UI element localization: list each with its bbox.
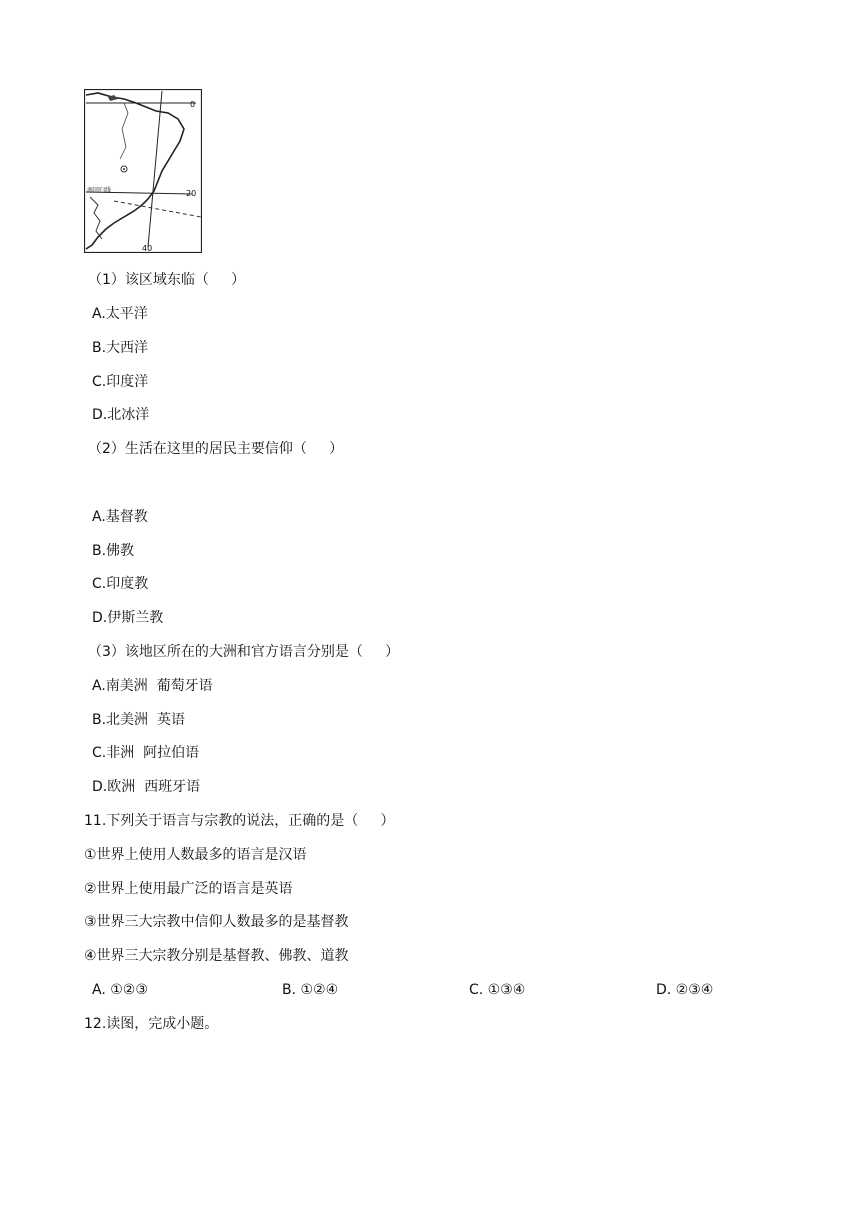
q11-option-a[interactable]: A. ①②③ (92, 982, 148, 998)
q1-option-c[interactable]: C.印度洋 (92, 374, 149, 390)
q11-statement-3: ③世界三大宗教中信仰人数最多的是基督教 (84, 914, 349, 930)
lat-0-label: 0 (190, 100, 196, 109)
q2-stem: （2）生活在这里的居民主要信仰（ ） (88, 441, 344, 457)
q11-statement-1: ①世界上使用人数最多的语言是汉语 (84, 847, 307, 863)
q11-stem: 11.下列关于语言与宗教的说法，正确的是（ ） (84, 813, 395, 829)
q2-option-b[interactable]: B.佛教 (92, 543, 135, 559)
q11-statement-2: ②世界上使用最广泛的语言是英语 (84, 881, 293, 897)
q3-option-d[interactable]: D.欧洲 西班牙语 (92, 779, 201, 795)
q3-option-b[interactable]: B.北美洲 英语 (92, 712, 185, 728)
q12-stem: 12.读图，完成小题。 (84, 1016, 219, 1032)
q11-option-b[interactable]: B. ①②④ (282, 982, 339, 998)
q1-option-a[interactable]: A.太平洋 (92, 306, 148, 322)
q11-option-d[interactable]: D. ②③④ (656, 982, 714, 998)
lon-40-label: 40 (142, 244, 153, 253)
q1-option-b[interactable]: B.大西洋 (92, 340, 149, 356)
tropic-label: 南回归线 (87, 187, 112, 194)
q1-stem: （1）该区域东临（ ） (88, 272, 246, 288)
q3-option-a[interactable]: A.南美洲 葡萄牙语 (92, 678, 213, 694)
q2-option-d[interactable]: D.伊斯兰教 (92, 610, 164, 626)
q2-option-a[interactable]: A.基督教 (92, 509, 148, 525)
q3-stem: （3）该地区所在的大洲和官方语言分别是（ ） (88, 644, 400, 660)
q11-option-c[interactable]: C. ①③④ (469, 982, 526, 998)
q11-statement-4: ④世界三大宗教分别是基督教、佛教、道教 (84, 948, 349, 964)
q2-option-c[interactable]: C.印度教 (92, 576, 149, 592)
q3-option-c[interactable]: C.非洲 阿拉伯语 (92, 745, 200, 761)
lat-20-label: 20 (186, 189, 197, 198)
map-figure (84, 89, 202, 253)
q1-option-d[interactable]: D.北冰洋 (92, 407, 150, 423)
